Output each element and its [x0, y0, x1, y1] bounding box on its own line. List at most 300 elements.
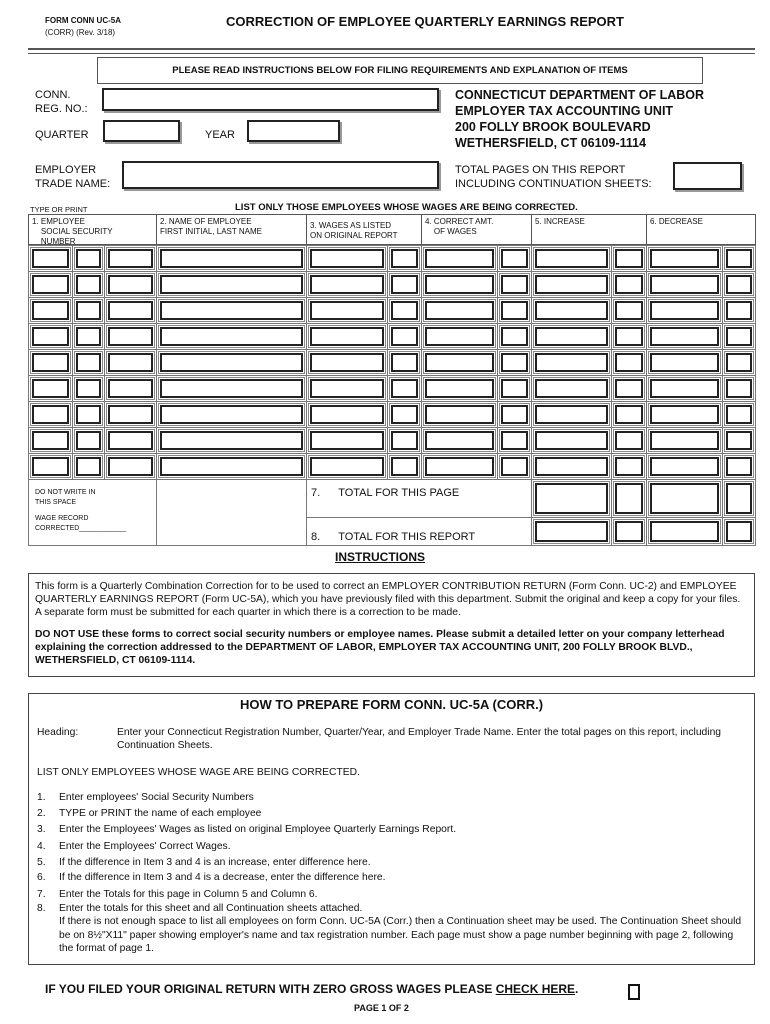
- divider: [28, 53, 755, 54]
- column-header: 5. INCREASE: [531, 214, 647, 245]
- table-cell: [497, 323, 532, 350]
- table-cell: [72, 245, 105, 272]
- table-cell: [722, 297, 756, 324]
- table-cell: [531, 479, 612, 518]
- table-cell: [611, 323, 647, 350]
- ssn-part3-input[interactable]: [108, 301, 153, 320]
- ssn-part1-input[interactable]: [32, 275, 69, 294]
- address-line: WETHERSFIELD, CT 06109-1114: [455, 136, 647, 150]
- check-here-link[interactable]: CHECK HERE: [495, 982, 576, 996]
- table-cell: [104, 245, 157, 272]
- total-page-decrease-input[interactable]: [650, 483, 719, 514]
- table-cell: [72, 271, 105, 298]
- table-cell: [646, 517, 723, 546]
- table-cell: [72, 323, 105, 350]
- table-cell: [156, 245, 307, 272]
- total-page-increase-input[interactable]: [535, 483, 608, 514]
- year-input[interactable]: [247, 120, 340, 142]
- divider: [28, 48, 755, 50]
- employee-name-input[interactable]: [160, 431, 303, 450]
- increase-input[interactable]: [535, 405, 608, 424]
- step-text: TYPE or PRINT the name of each employee: [59, 808, 262, 819]
- table-cell: [722, 517, 756, 546]
- decrease-input[interactable]: [650, 353, 719, 372]
- reg-label: [35, 88, 88, 116]
- step-number: 5.: [37, 857, 46, 868]
- employee-name-input[interactable]: [160, 275, 303, 294]
- ssn-part2-input[interactable]: [76, 431, 101, 450]
- increase-cents-input[interactable]: [615, 275, 643, 294]
- table-cell: [611, 479, 647, 518]
- step-text: If the difference in Item 3 and 4 is a decrease, enter the difference here.: [59, 872, 386, 883]
- decrease-cents-input[interactable]: [726, 431, 752, 450]
- total-report-decrease-cents-input[interactable]: [726, 521, 752, 542]
- employer-label-line: TRADE NAME:: [35, 178, 111, 190]
- table-cell: [156, 297, 307, 324]
- decrease-cents-input[interactable]: [726, 301, 752, 320]
- table-cell: [306, 453, 388, 480]
- table-cell: [156, 401, 307, 428]
- table-cell: [722, 427, 756, 454]
- table-cell: [28, 271, 73, 298]
- step-text: Enter the Totals for this page in Column 5 and Column 6.: [59, 889, 318, 900]
- table-cell: [646, 375, 723, 402]
- increase-cents-input[interactable]: [615, 379, 643, 398]
- increase-cents-input[interactable]: [615, 249, 643, 268]
- ssn-part3-input[interactable]: [108, 457, 153, 476]
- blank-area: [156, 479, 307, 546]
- table-cell: [72, 349, 105, 376]
- ssn-part2-input[interactable]: [76, 379, 101, 398]
- total-report-decrease-input[interactable]: [650, 521, 719, 542]
- decrease-input[interactable]: [650, 431, 719, 450]
- ssn-part2-input[interactable]: [76, 275, 101, 294]
- table-cell: [646, 479, 723, 518]
- table-cell: [611, 349, 647, 376]
- correct-wages-cents-input[interactable]: [501, 327, 528, 346]
- do-not-write-area: [28, 479, 157, 546]
- table-cell: [611, 427, 647, 454]
- table-cell: [421, 401, 498, 428]
- table-cell: [28, 453, 73, 480]
- table-cell: [387, 427, 422, 454]
- ssn-part1-input[interactable]: [32, 301, 69, 320]
- table-cell: [531, 375, 612, 402]
- table-cell: [531, 401, 612, 428]
- table-cell: [531, 517, 612, 546]
- table-cell: [611, 453, 647, 480]
- table-cell: [28, 427, 73, 454]
- original-wages-input[interactable]: [310, 249, 384, 268]
- table-cell: [722, 375, 756, 402]
- table-cell: [497, 453, 532, 480]
- table-cell: [104, 297, 157, 324]
- address-line: EMPLOYER TAX ACCOUNTING UNIT: [455, 104, 674, 118]
- original-wages-input[interactable]: [310, 405, 384, 424]
- table-cell: [387, 453, 422, 480]
- table-cell: [646, 349, 723, 376]
- step-number: 4.: [37, 841, 46, 852]
- table-cell: [611, 271, 647, 298]
- table-cell: [104, 349, 157, 376]
- step-number: 6.: [37, 872, 46, 883]
- table-cell: [28, 375, 73, 402]
- table-cell: [497, 427, 532, 454]
- decrease-input[interactable]: [650, 379, 719, 398]
- table-cell: [104, 427, 157, 454]
- table-cell: [722, 401, 756, 428]
- correct-wages-cents-input[interactable]: [501, 457, 528, 476]
- table-cell: [497, 297, 532, 324]
- decrease-cents-input[interactable]: [726, 405, 752, 424]
- table-cell: [28, 245, 73, 272]
- increase-cents-input[interactable]: [615, 457, 643, 476]
- table-cell: [387, 375, 422, 402]
- table-cell: [104, 375, 157, 402]
- table-cell: [722, 271, 756, 298]
- table-cell: [72, 453, 105, 480]
- zero-wages-text: IF YOU FILED YOUR ORIGINAL RETURN WITH ZERO GROSS WAGES PLEASE: [45, 982, 496, 996]
- table-cell: [156, 453, 307, 480]
- table-cell: [531, 453, 612, 480]
- instructions-box: [28, 573, 755, 677]
- employee-name-input[interactable]: [160, 405, 303, 424]
- increase-input[interactable]: [535, 249, 608, 268]
- employer-label-line: EMPLOYER: [35, 164, 97, 176]
- table-cell: [646, 401, 723, 428]
- original-wages-input[interactable]: [310, 301, 384, 320]
- employer-trade-name-input[interactable]: [122, 161, 439, 189]
- decrease-cents-input[interactable]: [726, 327, 752, 346]
- zero-wages-end: .: [575, 982, 579, 996]
- step-text: Enter employees' Social Security Numbers: [59, 792, 254, 803]
- correct-wages-input[interactable]: [425, 405, 494, 424]
- ssn-part3-input[interactable]: [108, 431, 153, 450]
- page-title: CORRECTION OF EMPLOYEE QUARTERLY EARNINGS REPORT: [226, 14, 624, 29]
- reg-no-input[interactable]: [102, 88, 439, 111]
- original-wages-input[interactable]: [310, 379, 384, 398]
- increase-cents-input[interactable]: [615, 327, 643, 346]
- table-cell: [104, 323, 157, 350]
- ssn-part1-input[interactable]: [32, 353, 69, 372]
- correct-wages-input[interactable]: [425, 379, 494, 398]
- increase-cents-input[interactable]: [615, 405, 643, 424]
- original-wages-cents-input[interactable]: [391, 457, 418, 476]
- ssn-part3-input[interactable]: [108, 353, 153, 372]
- original-wages-input[interactable]: [310, 275, 384, 294]
- original-wages-cents-input[interactable]: [391, 379, 418, 398]
- ssn-part1-input[interactable]: [32, 249, 69, 268]
- decrease-cents-input[interactable]: [726, 457, 752, 476]
- table-cell: [156, 349, 307, 376]
- decrease-cents-input[interactable]: [726, 249, 752, 268]
- total-report-num: 8.: [311, 531, 321, 543]
- form-revision: (CORR) (Rev. 3/18): [45, 28, 116, 37]
- table-cell: [611, 401, 647, 428]
- correct-wages-cents-input[interactable]: [501, 379, 528, 398]
- table-cell: [497, 349, 532, 376]
- instructions-warning: DO NOT USE these forms to correct social security numbers or employee names. Please submit a detailed letter on your company letterhead explaining the correction addressed to the DEPARTMENT OF LABOR, EMPLOYER TAX ACCOUNTING UNIT, 200 FOLLY BROOK BLVD., WETHERSFIELD, CT 06109-1114.: [35, 629, 725, 666]
- total-pages-input[interactable]: [673, 162, 742, 190]
- original-wages-cents-input[interactable]: [391, 275, 418, 294]
- table-cell: [306, 401, 388, 428]
- decrease-input[interactable]: [650, 327, 719, 346]
- increase-cents-input[interactable]: [615, 301, 643, 320]
- table-cell: [646, 323, 723, 350]
- year-label: YEAR: [205, 129, 235, 141]
- table-cell: [722, 479, 756, 518]
- ssn-part1-input[interactable]: [32, 405, 69, 424]
- correct-wages-cents-input[interactable]: [501, 353, 528, 372]
- original-wages-cents-input[interactable]: [391, 301, 418, 320]
- heading-label: Heading:: [37, 727, 79, 738]
- table-cell: [531, 297, 612, 324]
- table-cell: [646, 271, 723, 298]
- table-cell: [72, 375, 105, 402]
- table-cell: [531, 427, 612, 454]
- table-cell: [531, 349, 612, 376]
- how-to-box: [28, 693, 755, 965]
- instructions-paragraph: This form is a Quarterly Combination Correction for to be used to correct an EMPLOYER CONTRIBUTION RETURN (Form Conn. UC-2) and EMPLOYEE QUARTERLY EARNINGS REPORT (Form UC-5A), which you have previously filed with this department. Submit the original and keep a copy for your files. A separate form must be submitted for each quarter in which there is a correction to be made.: [35, 581, 741, 618]
- reg-label-line: REG. NO.:: [35, 103, 88, 115]
- table-cell: [421, 323, 498, 350]
- step-text: Enter the totals for this sheet and all Continuation sheets attached.: [59, 903, 363, 914]
- step-text: If the difference in Item 3 and 4 is an increase, enter difference here.: [59, 857, 371, 868]
- correct-wages-input[interactable]: [425, 431, 494, 450]
- table-cell: [531, 271, 612, 298]
- ssn-part1-input[interactable]: [32, 431, 69, 450]
- table-cell: [104, 453, 157, 480]
- employee-name-input[interactable]: [160, 379, 303, 398]
- zero-wages-line: [45, 982, 578, 996]
- step-text: Enter the Employees' Correct Wages.: [59, 841, 231, 852]
- original-wages-cents-input[interactable]: [391, 327, 418, 346]
- table-cell: [497, 271, 532, 298]
- heading-text: Enter your Connecticut Registration Number, Quarter/Year, and Employer Trade Name. Enter the total pages on this report, including Continuation Sheets.: [117, 727, 722, 751]
- address-line: CONNECTICUT DEPARTMENT OF LABOR: [455, 88, 705, 102]
- table-cell: [387, 245, 422, 272]
- correct-wages-input[interactable]: [425, 275, 494, 294]
- zero-wages-checkbox[interactable]: [628, 984, 640, 1000]
- decrease-cents-input[interactable]: [726, 353, 752, 372]
- address-line: 200 FOLLY BROOK BOULEVARD: [455, 120, 651, 134]
- correct-wages-cents-input[interactable]: [501, 405, 528, 424]
- increase-input[interactable]: [535, 301, 608, 320]
- correct-wages-cents-input[interactable]: [501, 249, 528, 268]
- decrease-input[interactable]: [650, 457, 719, 476]
- table-cell: [306, 271, 388, 298]
- table-cell: [72, 427, 105, 454]
- total-report-increase-cents-input[interactable]: [615, 521, 643, 542]
- table-cell: [531, 245, 612, 272]
- total-page-label: [306, 479, 532, 518]
- original-wages-cents-input[interactable]: [391, 405, 418, 424]
- table-cell: [646, 427, 723, 454]
- correct-wages-input[interactable]: [425, 301, 494, 320]
- table-cell: [306, 323, 388, 350]
- original-wages-input[interactable]: [310, 327, 384, 346]
- how-to-title: HOW TO PREPARE FORM CONN. UC-5A (CORR.): [239, 697, 544, 712]
- ssn-part3-input[interactable]: [108, 327, 153, 346]
- step-text: Enter the Employees' Wages as listed on original Employee Quarterly Earnings Report.: [59, 824, 457, 835]
- table-cell: [72, 401, 105, 428]
- continuation-text: If there is not enough space to list all employees on form Conn. UC-5A (Corr.) then a Continuation sheet may be used. The Continuation Sheet should be on 8½"X11" paper showing employer's name and tax registration number. Each page must show a page number beginning with page 2, following the format of page 1.: [59, 916, 742, 954]
- table-cell: [306, 245, 388, 272]
- table-cell: [387, 401, 422, 428]
- original-wages-cents-input[interactable]: [391, 249, 418, 268]
- step-number: 3.: [37, 824, 46, 835]
- table-cell: [104, 271, 157, 298]
- correct-wages-cents-input[interactable]: [501, 275, 528, 294]
- ssn-part3-input[interactable]: [108, 405, 153, 424]
- total-report-increase-input[interactable]: [535, 521, 608, 542]
- table-cell: [646, 245, 723, 272]
- decrease-input[interactable]: [650, 275, 719, 294]
- ssn-part2-input[interactable]: [76, 249, 101, 268]
- table-cell: [611, 297, 647, 324]
- increase-input[interactable]: [535, 327, 608, 346]
- table-cell: [646, 297, 723, 324]
- increase-input[interactable]: [535, 275, 608, 294]
- employee-name-input[interactable]: [160, 249, 303, 268]
- table-cell: [387, 323, 422, 350]
- table-cell: [722, 323, 756, 350]
- correct-wages-input[interactable]: [425, 353, 494, 372]
- quarter-input[interactable]: [103, 120, 180, 142]
- table-cell: [306, 375, 388, 402]
- total-page-decrease-cents-input[interactable]: [726, 483, 752, 514]
- ssn-part2-input[interactable]: [76, 327, 101, 346]
- correct-wages-cents-input[interactable]: [501, 301, 528, 320]
- total-report-text: TOTAL FOR THIS REPORT: [338, 531, 476, 543]
- employee-name-input[interactable]: [160, 353, 303, 372]
- table-cell: [72, 297, 105, 324]
- ssn-part1-input[interactable]: [32, 379, 69, 398]
- total-pages-label-line: INCLUDING CONTINUATION SHEETS:: [455, 178, 652, 190]
- employee-name-input[interactable]: [160, 327, 303, 346]
- increase-input[interactable]: [535, 457, 608, 476]
- table-cell: [722, 349, 756, 376]
- decrease-input[interactable]: [650, 405, 719, 424]
- table-cell: [421, 271, 498, 298]
- original-wages-input[interactable]: [310, 353, 384, 372]
- increase-input[interactable]: [535, 431, 608, 450]
- total-page-increase-cents-input[interactable]: [615, 483, 643, 514]
- column-header: 3. WAGES AS LISTED ON ORIGINAL REPORT: [306, 214, 422, 245]
- decrease-cents-input[interactable]: [726, 275, 752, 294]
- total-page-text: TOTAL FOR THIS PAGE: [338, 487, 460, 499]
- correct-wages-cents-input[interactable]: [501, 431, 528, 450]
- original-wages-input[interactable]: [310, 431, 384, 450]
- do-not-write-label: DO NOT WRITE IN THIS SPACE: [35, 489, 96, 506]
- notice-box: PLEASE READ INSTRUCTIONS BELOW FOR FILING REQUIREMENTS AND EXPLANATION OF ITEMS: [97, 57, 703, 84]
- increase-cents-input[interactable]: [615, 431, 643, 450]
- list-only-text: LIST ONLY EMPLOYEES WHOSE WAGE ARE BEING CORRECTED.: [37, 767, 360, 778]
- table-cell: [306, 349, 388, 376]
- column-header: 4. CORRECT AMT. OF WAGES: [421, 214, 532, 245]
- ssn-part2-input[interactable]: [76, 353, 101, 372]
- column-header: 1. EMPLOYEE SOCIAL SECURITY NUMBER: [28, 214, 157, 245]
- original-wages-input[interactable]: [310, 457, 384, 476]
- column-header: 6. DECREASE: [646, 214, 756, 245]
- decrease-input[interactable]: [650, 301, 719, 320]
- table-cell: [421, 453, 498, 480]
- table-cell: [421, 297, 498, 324]
- table-cell: [497, 245, 532, 272]
- original-wages-cents-input[interactable]: [391, 353, 418, 372]
- table-cell: [387, 297, 422, 324]
- ssn-part1-input[interactable]: [32, 327, 69, 346]
- table-cell: [421, 427, 498, 454]
- total-report-label: [306, 517, 532, 546]
- increase-cents-input[interactable]: [615, 353, 643, 372]
- page-number: PAGE 1 OF 2: [354, 1003, 409, 1013]
- table-caption: LIST ONLY THOSE EMPLOYEES WHOSE WAGES ARE BEING CORRECTED.: [235, 202, 578, 213]
- correct-wages-input[interactable]: [425, 249, 494, 268]
- table-cell: [28, 323, 73, 350]
- ssn-part2-input[interactable]: [76, 405, 101, 424]
- correct-wages-input[interactable]: [425, 457, 494, 476]
- ssn-part3-input[interactable]: [108, 379, 153, 398]
- ssn-part1-input[interactable]: [32, 457, 69, 476]
- table-cell: [722, 245, 756, 272]
- employer-label: [35, 163, 110, 191]
- table-cell: [156, 271, 307, 298]
- table-cell: [28, 349, 73, 376]
- table-cell: [156, 427, 307, 454]
- form-id: FORM CONN UC-5A: [45, 16, 121, 25]
- correct-wages-input[interactable]: [425, 327, 494, 346]
- step-number: 7.: [37, 889, 46, 900]
- table-cell: [104, 401, 157, 428]
- original-wages-cents-input[interactable]: [391, 431, 418, 450]
- table-cell: [387, 349, 422, 376]
- employee-name-input[interactable]: [160, 301, 303, 320]
- decrease-cents-input[interactable]: [726, 379, 752, 398]
- table-cell: [421, 245, 498, 272]
- table-cell: [28, 401, 73, 428]
- step-number: 2.: [37, 808, 46, 819]
- step-number: 1.: [37, 792, 46, 803]
- table-cell: [421, 375, 498, 402]
- ssn-part2-input[interactable]: [76, 457, 101, 476]
- total-pages-label-line: TOTAL PAGES ON THIS REPORT: [455, 164, 626, 176]
- table-cell: [156, 375, 307, 402]
- ssn-part3-input[interactable]: [108, 249, 153, 268]
- table-cell: [387, 271, 422, 298]
- table-cell: [306, 427, 388, 454]
- decrease-input[interactable]: [650, 249, 719, 268]
- wage-record-label: WAGE RECORD CORRECTED____________: [35, 515, 127, 532]
- reg-label-line: CONN.: [35, 89, 71, 101]
- employee-name-input[interactable]: [160, 457, 303, 476]
- instructions-heading: INSTRUCTIONS: [335, 550, 425, 564]
- total-pages-label: [455, 163, 652, 191]
- department-address: [455, 87, 704, 151]
- column-header: 2. NAME OF EMPLOYEE FIRST INITIAL, LAST NAME: [156, 214, 307, 245]
- table-cell: [497, 401, 532, 428]
- ssn-part2-input[interactable]: [76, 301, 101, 320]
- table-cell: [611, 517, 647, 546]
- table-cell: [611, 375, 647, 402]
- increase-input[interactable]: [535, 379, 608, 398]
- increase-input[interactable]: [535, 353, 608, 372]
- ssn-part3-input[interactable]: [108, 275, 153, 294]
- step-number: 8.: [37, 903, 46, 914]
- table-cell: [646, 453, 723, 480]
- table-cell: [497, 375, 532, 402]
- table-cell: [531, 323, 612, 350]
